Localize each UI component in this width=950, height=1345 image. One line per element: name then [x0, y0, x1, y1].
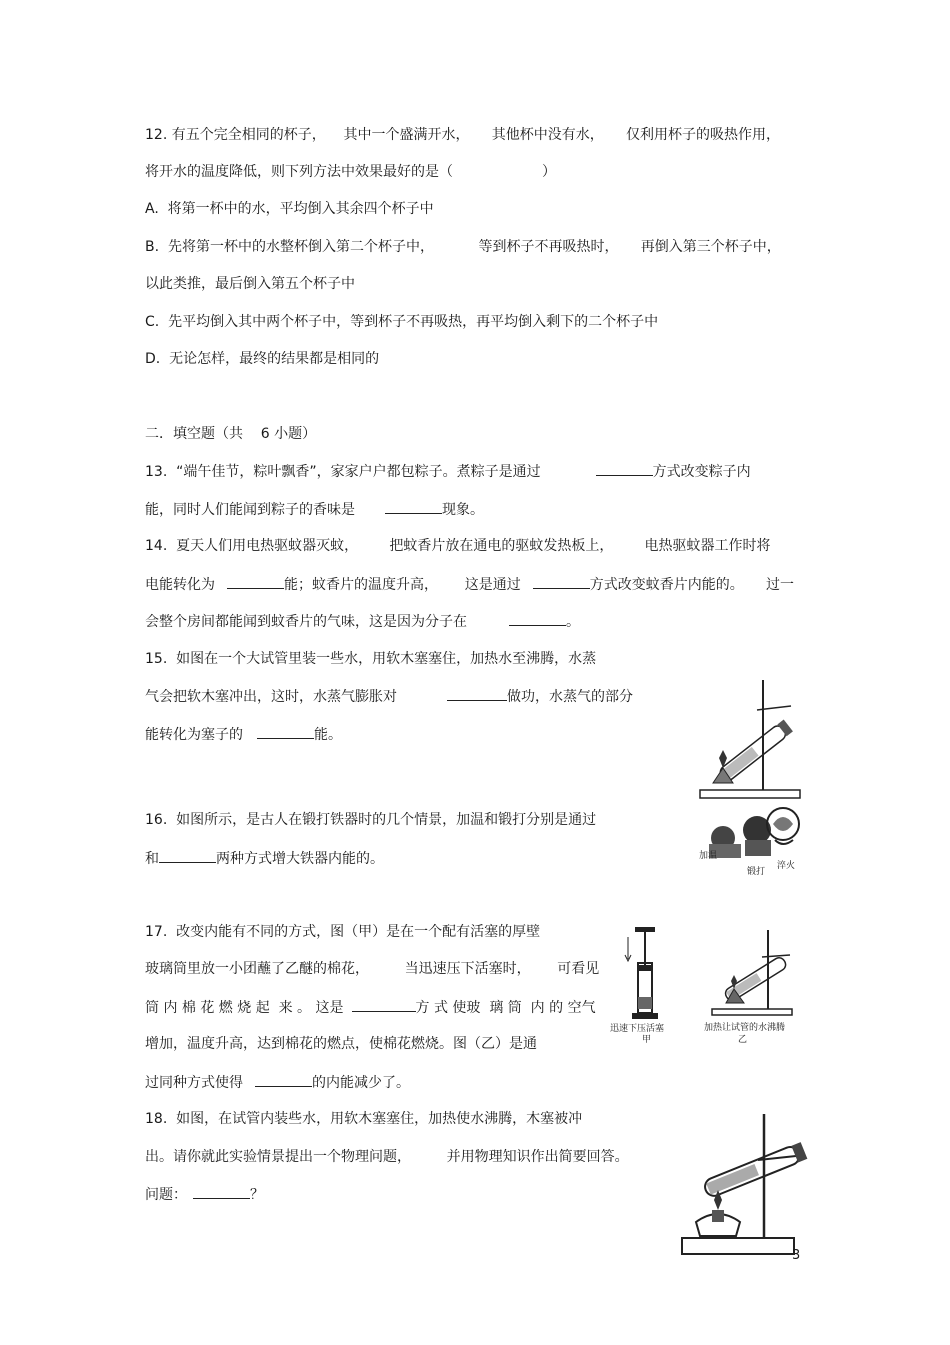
q12-stem-line1: 12. 有五个完全相同的杯子， 其中一个盛满开水， 其他杯中没有水， 仅利用杯子的吸热作用， — [145, 127, 781, 143]
q12-option-d: D. 无论怎样，最终的结果都是相同的 — [145, 351, 380, 367]
q17-text-b: 方 式 使玻 璃 筒 内 的 空气 — [415, 1000, 596, 1016]
q17-line2: 玻璃筒里放一小团蘸了乙醚的棉花， 当迅速压下活塞时， 可看见 — [145, 961, 600, 977]
q15-test-tube-figure — [695, 678, 805, 803]
q16-blank-1[interactable] — [159, 848, 216, 863]
q14-line1: 14. 夏天人们用电热驱蚊器灭蚊， 把蚊香片放在通电的驱蚊发热板上， 电热驱蚊器工作时将 — [145, 538, 771, 554]
q14-line2 — [145, 574, 794, 595]
q14-blank-3[interactable] — [509, 611, 566, 626]
q18-line3 — [145, 1184, 264, 1205]
q17-text-c: 过同种方式使得 — [145, 1075, 243, 1091]
q18-text-a: 问题： — [145, 1187, 187, 1203]
q17-yi-caption: 加热让试管的水沸腾 — [704, 1023, 786, 1033]
q17-blank-2[interactable] — [255, 1072, 312, 1087]
q13-blank-2[interactable] — [385, 499, 442, 514]
q13-text-a: 13. “端午佳节，粽叶飘香”，家家户户都包粽子。煮粽子是通过 — [145, 464, 541, 480]
q16-line1: 16. 如图所示，是古人在锻打铁器时的几个情景，加温和锻打分别是通过 — [145, 812, 597, 828]
q17-line3 — [145, 997, 596, 1018]
q18-text-b: ？ — [250, 1187, 264, 1203]
q15-text-d: 能。 — [314, 727, 342, 743]
q16-text-a: 和 — [145, 851, 159, 867]
q16-line2 — [145, 848, 384, 869]
q12-option-b-line2: 以此类推，最后倒入第五个杯子中 — [145, 276, 355, 292]
q12-option-b-line1: B. 先将第一杯中的水整杯倒入第二个杯子中， 等到杯子不再吸热时， 再倒入第三个杯子中， — [145, 239, 781, 255]
q14-text-c: 方式改变蚊香片内能的。 过一 — [589, 577, 794, 593]
q16-forging-figure — [695, 800, 805, 880]
q17-line4: 增加，温度升高，达到棉花的燃点，使棉花燃烧。图（乙）是通 — [145, 1036, 537, 1052]
q18-test-tube-figure — [678, 1110, 813, 1260]
q13-text-d: 现象。 — [442, 502, 484, 518]
q17-text-a: 筒 内 棉 花 燃 烧 起 来 。 这是 — [145, 1000, 344, 1016]
q17-blank-1[interactable] — [352, 997, 416, 1012]
q14-text-e: 。 — [566, 614, 580, 630]
page-number: 3 — [792, 1248, 801, 1263]
q17-text-d: 的内能减少了。 — [312, 1075, 410, 1091]
q12-stem-line2: 将开水的温度降低，则下列方法中效果最好的是（ ） — [145, 164, 557, 180]
q15-text-b: 做功，水蒸气的部分 — [507, 689, 633, 705]
q17-line5 — [145, 1072, 410, 1093]
q18-line2: 出。请你就此实验情景提出一个物理问题， 并用物理知识作出简要回答。 — [145, 1149, 629, 1165]
q17-jia-caption: 迅速下压活塞 — [610, 1024, 665, 1034]
q15-blank-2[interactable] — [257, 724, 314, 739]
q13-text-c: 能，同时人们能闻到粽子的香味是 — [145, 502, 355, 518]
q13-text-b: 方式改变粽子内 — [652, 464, 751, 480]
q14-blank-2[interactable] — [533, 574, 590, 589]
q15-line1: 15. 如图在一个大试管里装一些水，用软木塞塞住，加热水至沸腾，水蒸 — [145, 651, 597, 667]
q15-text-a: 气会把软木塞冲出，这时，水蒸气膨胀对 — [145, 689, 397, 705]
q15-text-c: 能转化为塞子的 — [145, 727, 243, 743]
q13-line2 — [145, 499, 484, 520]
q15-line3 — [145, 724, 342, 745]
q14-text-b: 能；蚊香片的温度升高， 这是通过 — [284, 577, 521, 593]
q14-line3 — [145, 611, 580, 632]
q12-option-c: C. 先平均倒入其中两个杯子中，等到杯子不再吸热，再平均倒入剩下的二个杯子中 — [145, 314, 659, 330]
q16-text-b: 两种方式增大铁器内能的。 — [216, 851, 384, 867]
q17-piston-figure — [610, 925, 685, 1045]
q14-text-a: 电能转化为 — [145, 577, 215, 593]
q16-label-forge: 锻打 — [747, 867, 766, 877]
q15-line2 — [145, 686, 633, 707]
section-title: 二．填空题（共 6 小题） — [145, 426, 317, 442]
q13-blank-1[interactable] — [596, 461, 653, 476]
q14-text-d: 会整个房间都能闻到蚊香片的气味，这是因为分子在 — [145, 614, 467, 630]
q16-label-quench: 淬火 — [777, 861, 796, 871]
q16-label-heat: 加温 — [699, 851, 718, 861]
q17-jia-label: 甲 — [642, 1035, 652, 1045]
q15-blank-1[interactable] — [447, 686, 507, 701]
q13-line1 — [145, 461, 751, 482]
q17-line1: 17. 改变内能有不同的方式，图（甲）是在一个配有活塞的厚壁 — [145, 924, 541, 940]
q18-line1: 18. 如图，在试管内装些水，用软木塞塞住，加热使水沸腾，木塞被冲 — [145, 1111, 583, 1127]
q18-blank-1[interactable] — [193, 1184, 250, 1199]
q17-yi-label: 乙 — [738, 1035, 748, 1045]
q14-blank-1[interactable] — [227, 574, 284, 589]
q17-heating-figure — [700, 925, 810, 1045]
q12-option-a: A. 将第一杯中的水，平均倒入其余四个杯子中 — [145, 201, 434, 217]
